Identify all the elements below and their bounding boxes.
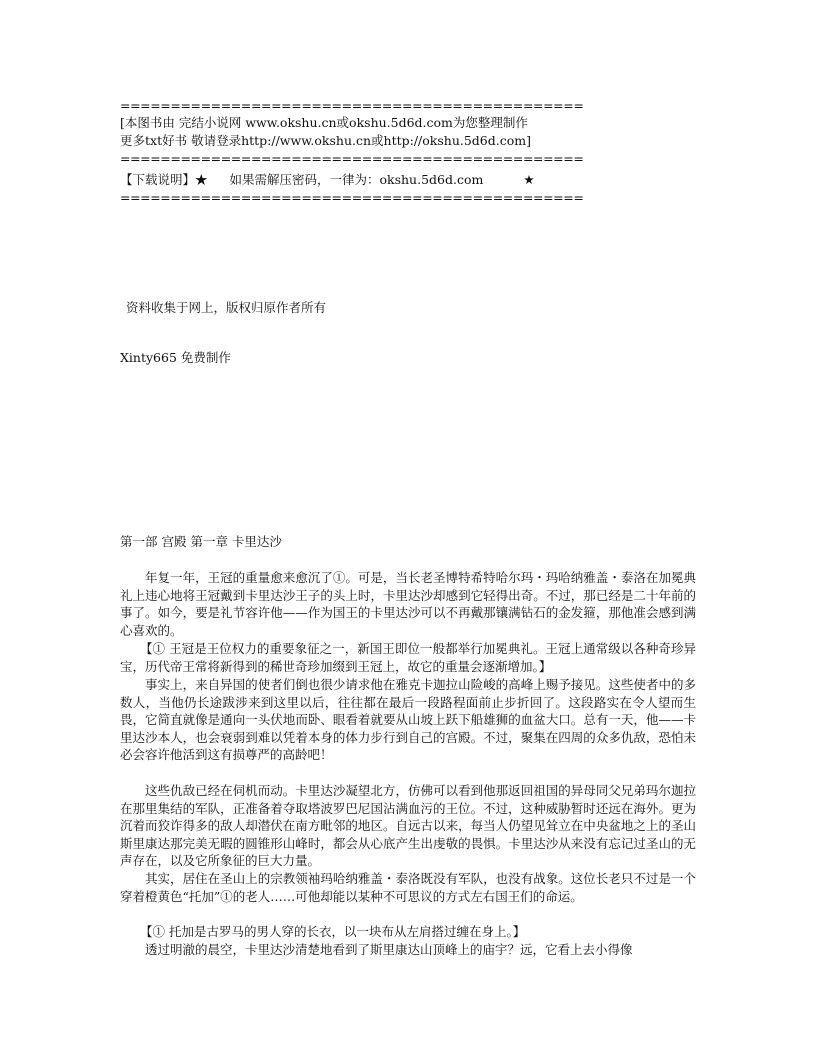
paragraph: 这些仇敌已经在伺机而动。卡里达沙凝望北方，仿佛可以看到他那返回祖国的异母同父兄弟玛尔迦拉在那里集结的军队，正准备着夺取塔波罗巴尼国沾满血污的王位。不过，这种威胁暂时还远在海外。更为沉着而狡诈得多的敌人却潜伏在南方毗邻的地区。自远古以来，每当人仍望见耸立在中央盆地之上的圣山斯里康达那完美无暇的圆锥形山峰时，都会从心底产生出虔敬的畏惧。卡里达沙从来没有忘记过圣山的无声存在，以及它所象征的巨大力量。 [120,783,696,869]
paragraph: 透过明澈的晨空，卡里达沙清楚地看到了斯里康达山顶峰上的庙宇？远，它看上去小得像 [145,942,633,957]
footnote: 【① 王冠是王位权力的重要象征之一，新国王即位一般都举行加冕典礼。王冠上通常级以各种奇珍异宝，历代帝王常将新得到的稀世奇珍加缀到王冠上，故它的重量会逐渐增加。】 [120,641,696,674]
star-icon: ★ [523,172,535,187]
chapter-heading: 第一部 宫殿 第一章 卡里达沙 [120,534,282,549]
separator-line: ============================================== [120,190,584,205]
paragraph: 年复一年，王冠的重量愈来愈沉了①。可是，当长老圣博特希特哈尔玛・玛哈纳雅盖・泰洛在加冕典礼上违心地将王冠戴到卡里达沙王子的头上时，卡里达沙却感到它轻得出奇。不过，那已经是二十年前的事了。如今，要是礼节容许他——作为国王的卡里达沙可以不再戴那镶满钻石的金发箍，那他准会感到满心喜欢的。 [120,570,696,638]
paragraph: 事实上，来自异国的使者们倒也很少请求他在雅克卡迦拉山险峻的高峰上赐予接见。这些使者中的多数人，当他仍长途跋涉来到这里以后，往往都在最后一段路程面前止步折回了。这段路实在令人望而生畏，它简直就像是通向一头伏地而卧、眼看着就要从山坡上跃下船雄狮的血盆大口。总有一天，他——卡里达沙本人，也会衰弱到难以凭着本身的体力步行到自己的宫殿。不过，聚集在四周的众多仇敌，恐怕未必会容许他活到这有损尊严的高龄吧！ [120,677,696,763]
separator-line: ============================================== [120,98,584,113]
footnote: 【① 托加是古罗马的男人穿的长衣，以一块布从左肩搭过缠在身上。】 [140,924,526,939]
website-info-line: 更多txt好书 敬请登录http://www.okshu.cn或http://okshu.5d6d.com] [120,133,531,148]
download-label: 【下载说明】★ [120,172,208,187]
maker-credit: Xinty665 免费制作 [120,350,231,365]
copyright-notice: 资料收集于网上，版权归原作者所有 [126,300,327,315]
download-text: 如果需解压密码，一律为：okshu.5d6d.com [229,172,484,187]
separator-line: ============================================== [120,151,584,166]
download-note [120,172,535,188]
paragraph: 其实，居住在圣山上的宗教领袖玛哈纳雅盖・泰洛既没有军队，也没有战象。这位长老只不过是一个穿着橙黄色“托加”①的老人……可他却能以某种不可思议的方式左右国王们的命运。 [120,871,696,904]
source-info-line: [本图书由 完结小说网 www.okshu.cn或okshu.5d6d.com为您整理制作 [120,115,528,130]
